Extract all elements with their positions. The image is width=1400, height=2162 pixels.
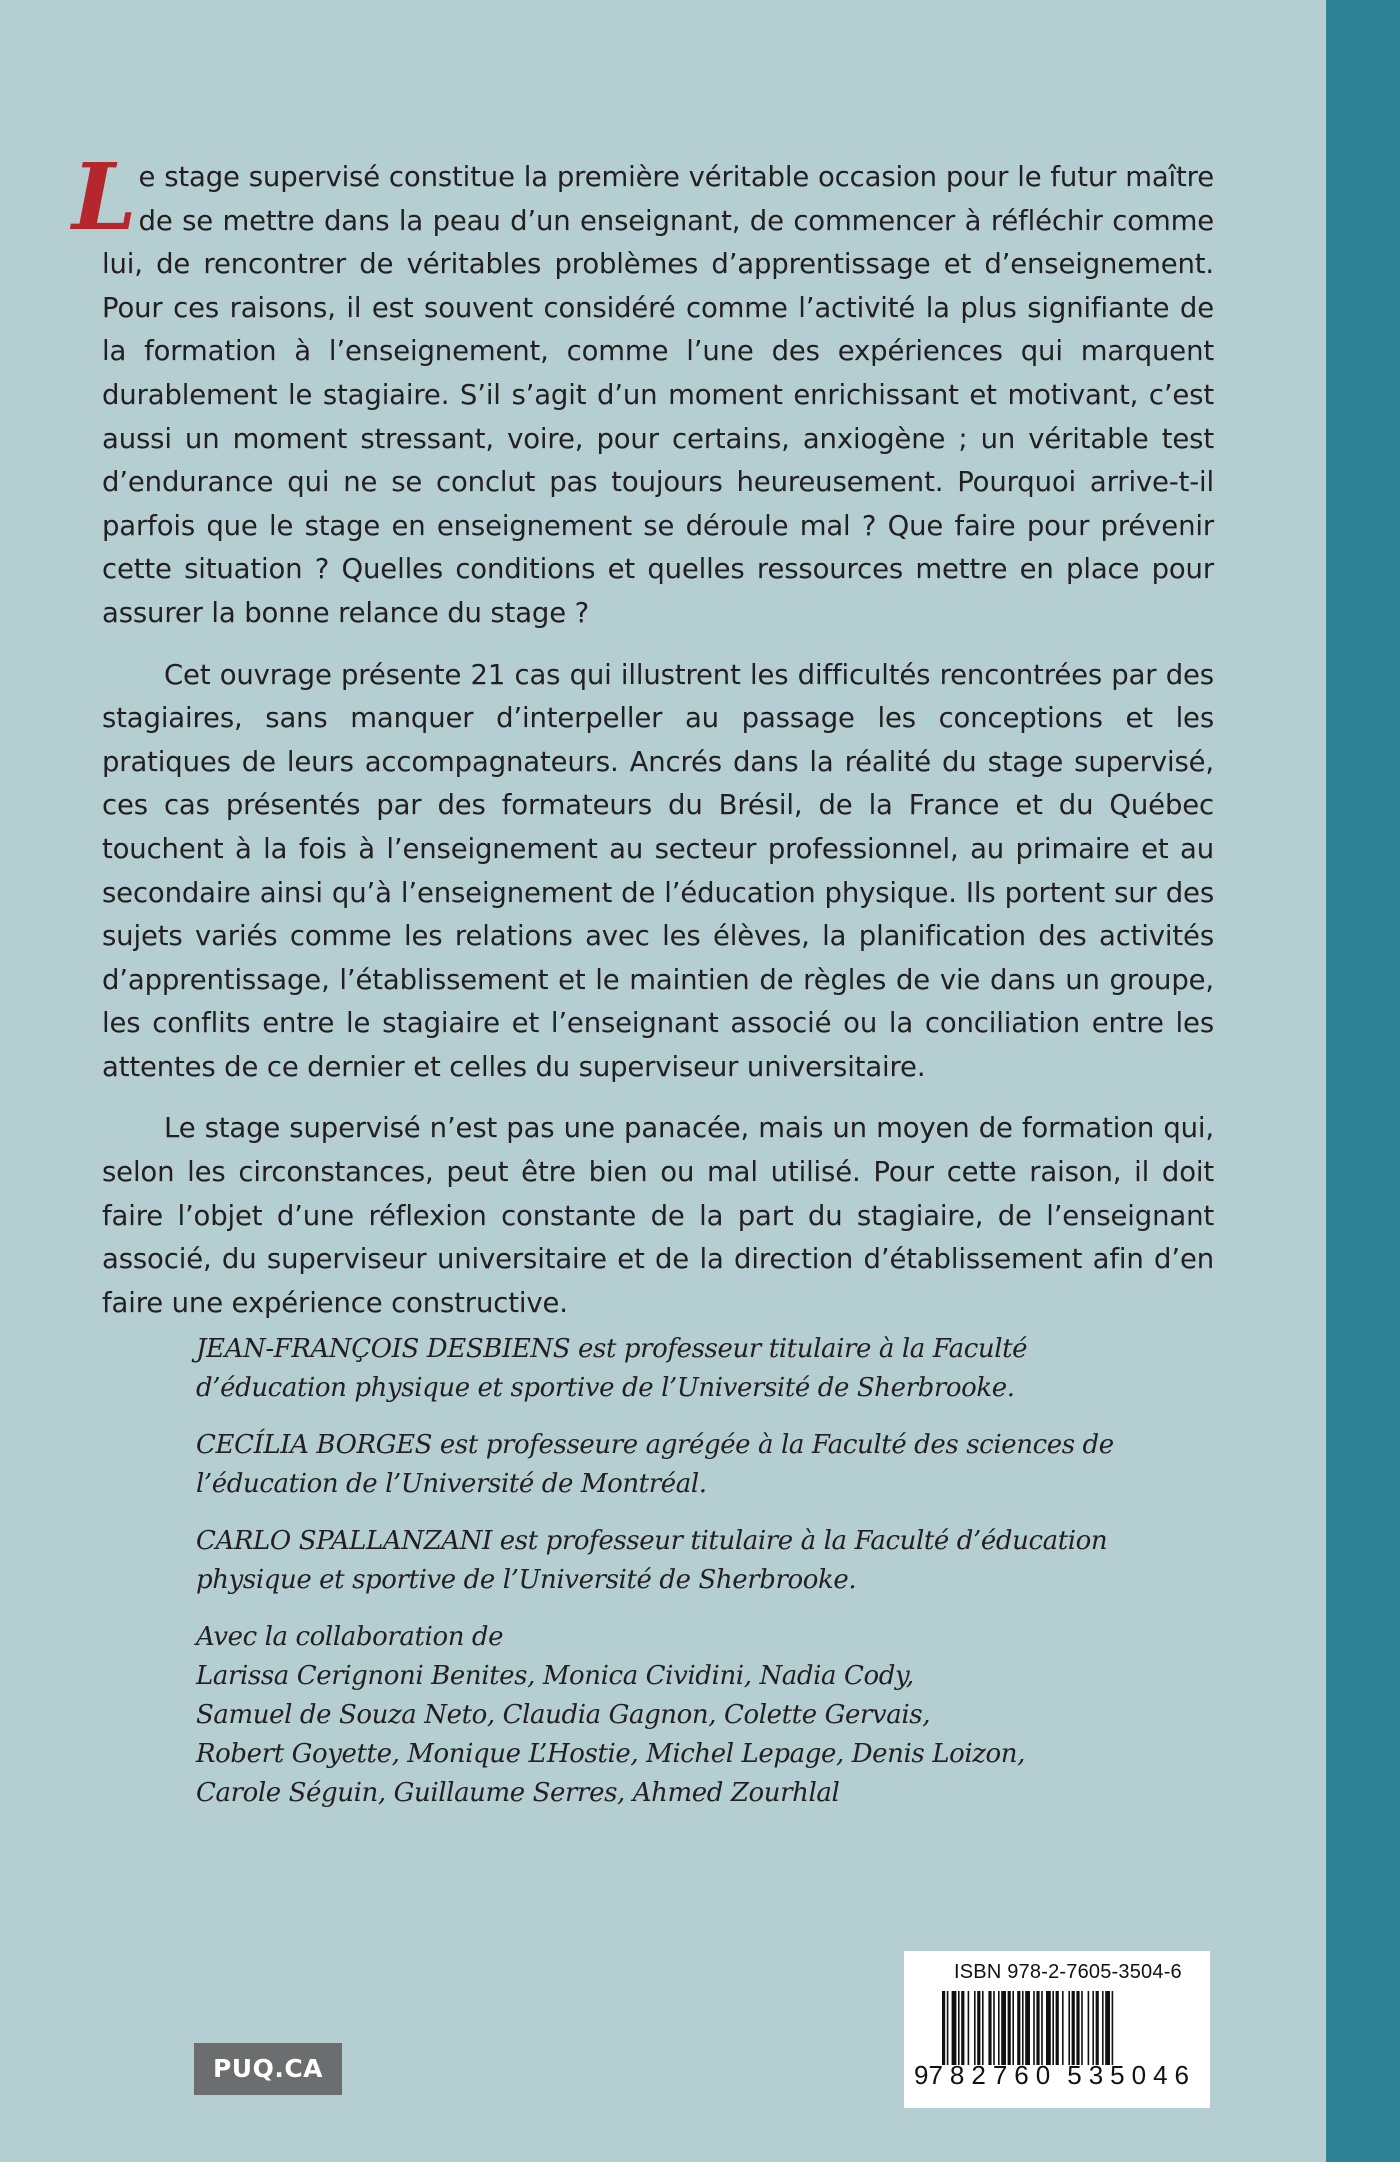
blurb-paragraph-1-text: e stage supervisé constitue la première véritable occasion pour le futur maître de se mettre dans la peau d’un enseignant, de commencer à réfléchir comme lui, de rencontrer de véritables problèmes d’apprentissage et d’enseignement. Pour ces raisons, il est souvent considéré comme l’activité la plus signifiante de la formation à l’enseignement, comme l’une des expériences qui marquent durablement le stagiaire. S’il s’agit d’un moment enrichissant et motivant, c’est aussi un moment stressant, voire, pour certains, anxiogène ; un véritable test d’endurance qui ne se conclut pas toujours heureusement. Pourquoi arrive-t-il parfois que le stage en enseignement se déroule mal ? Que faire pour prévenir cette situation ? Quelles conditions et quelles ressources mettre en place pour assurer la bonne relance du stage ? (102, 161, 1214, 629)
isbn-label: ISBN 978-2-7605-3504-6 (954, 1961, 1182, 1983)
isbn-barcode-box (904, 1951, 1210, 2108)
barcode-icon (942, 1991, 1182, 2065)
blurb-paragraph-1 (72, 143, 1214, 636)
barcode-digit-group-1: 782760 (928, 2060, 1058, 2090)
spine-band (1326, 0, 1400, 2162)
bio-borges: CECÍLIA BORGES est professeure agrégée à la Faculté des sciences de l’éducation de l’Université de Montréal. (196, 1430, 1114, 1499)
barcode-first-digit: 9 (914, 2060, 929, 2090)
blurb-paragraph-3: Le stage supervisé n’est pas une panacée, mais un moyen de formation qui, selon les circonstances, peut être bien ou mal utilisé. Pour cette raison, il doit faire l’objet d’une réflexion constante de la part du stagiaire, de l’enseignant associé, du superviseur universitaire et de la direction d’établissement afin d’en faire une expérience constructive. (102, 1112, 1214, 1319)
bio-spallanzani: CARLO SPALLANZANI est professeur titulaire à la Faculté d’éducation physique et sportive de l’Université de Sherbrooke. (196, 1526, 1108, 1595)
author-bios (196, 1330, 1136, 1831)
publisher-badge: PUQ.CA (194, 2043, 342, 2095)
blurb-paragraph-2: Cet ouvrage présente 21 cas qui illustrent les difficultés rencontrées par des stagiaires, sans manquer d’interpeller au passage les conceptions et les pratiques de leurs accompagnateurs. Ancrés dans la réalité du stage supervisé, ces cas présentés par des formateurs du Brésil, de la France et du Québec touchent à la fois à l’enseignement au secteur professionnel, au primaire et au secondaire ainsi qu’à l’enseignement de l’éducation physique. Ils portent sur des sujets variés comme les relations avec les élèves, la planification des activités d’apprentissage, l’établissement et le maintien de règles de vie dans un groupe, les conflits entre le stagiaire et l’enseignant associé ou la conciliation entre les attentes de ce dernier et celles du superviseur universitaire. (102, 658, 1214, 1083)
collab-line: Carole Séguin, Guillaume Serres, Ahmed Zourhlal (196, 1778, 840, 1808)
collab-line: Robert Goyette, Monique L’Hostie, Michel Lepage, Denis Loizon, (196, 1739, 1025, 1769)
barcode-digit-group-2: 535046 (1067, 2060, 1196, 2090)
collab-line: Samuel de Souza Neto, Claudia Gagnon, Colette Gervais, (196, 1700, 931, 1730)
collab-intro: Avec la collaboration de (196, 1622, 504, 1652)
bio-desbiens: JEAN-FRANÇOIS DESBIENS est professeur titulaire à la Faculté d’éducation physique et sportive de l’Université de Sherbrooke. (196, 1334, 1028, 1403)
drop-cap: L (72, 143, 137, 251)
back-cover-blurb (72, 143, 1214, 1325)
collab-line: Larissa Cerignoni Benites, Monica Cividini, Nadia Cody, (196, 1661, 914, 1691)
collaborators (196, 1618, 1136, 1813)
barcode-digits (914, 2060, 1204, 2091)
